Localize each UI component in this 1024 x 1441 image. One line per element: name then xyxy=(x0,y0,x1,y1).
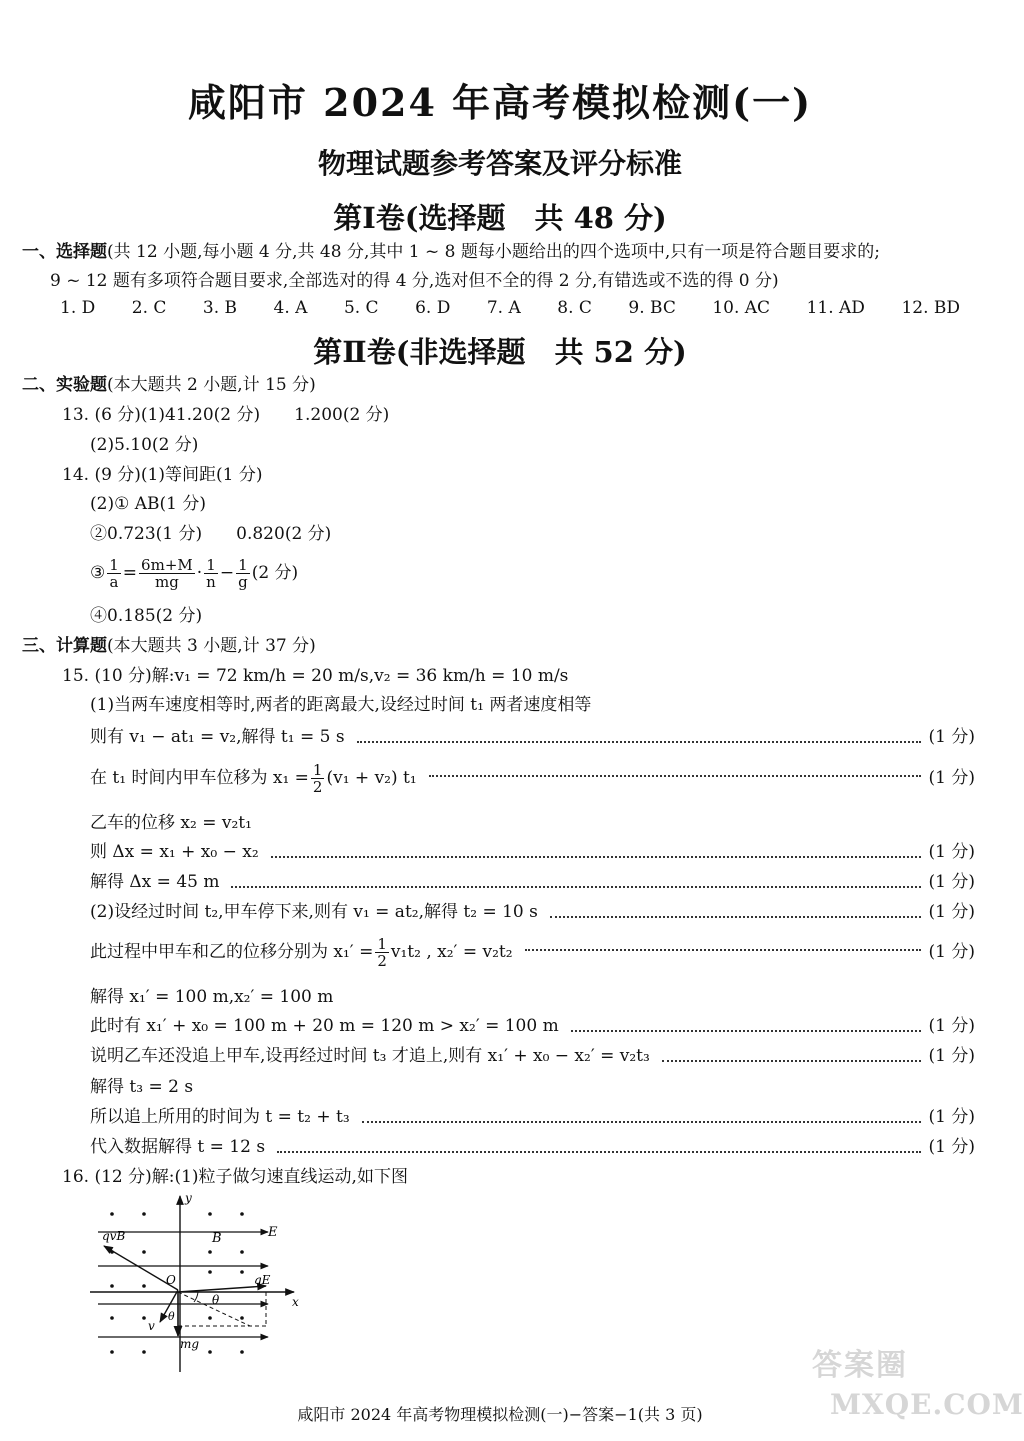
q15-step xyxy=(90,1015,975,1037)
label-qvB: qvB xyxy=(102,1229,126,1243)
experiment-section-note: (本大题共 2 小题,计 15 分) xyxy=(107,375,316,395)
formula-fraction xyxy=(204,557,218,590)
fraction-numerator: 1 xyxy=(377,934,387,953)
step-text: 此时有 x₁′ + x₀ = 100 m + 20 m = 120 m > x₂′ = 100 m xyxy=(90,1016,559,1036)
fraction-numerator: 1 xyxy=(236,557,250,574)
answer-item: 4. A xyxy=(273,298,308,318)
circled-number: ③ xyxy=(90,563,106,583)
formula-fraction xyxy=(107,557,121,590)
calculation-section-title: 三、计算题 xyxy=(22,636,107,656)
label-theta2: θ xyxy=(168,1310,175,1323)
answer-item: 1. D xyxy=(60,298,96,318)
answer-item: 3. B xyxy=(202,298,238,318)
dot-leader xyxy=(271,856,921,858)
dashed-construction xyxy=(178,1292,266,1326)
label-mg: mg xyxy=(180,1337,200,1351)
step-score: (1 分) xyxy=(928,1046,975,1066)
q14-line4-formula xyxy=(90,553,298,593)
page-subtitle: 物理试题参考答案及评分标准 xyxy=(317,147,682,180)
force-diagram xyxy=(90,1192,310,1374)
dot-leader xyxy=(357,741,921,743)
fraction-denominator: 2 xyxy=(377,951,387,970)
q15-step xyxy=(90,694,975,716)
minus-sign: − xyxy=(219,563,235,583)
q15-step xyxy=(90,871,975,893)
fraction-denominator: a xyxy=(109,573,119,591)
choice-instructions-text1: (共 12 小题,每小题 4 分,共 48 分,其中 1 ~ 8 题每小题给出的四个选项中,只有一项是符合题目要求的; xyxy=(107,242,880,262)
answer-item: 9. BC xyxy=(628,298,676,318)
fraction-denominator: mg xyxy=(154,573,179,591)
q15-step xyxy=(90,1045,975,1067)
label-theta1: θ xyxy=(212,1293,220,1307)
q14-line3: ②0.723(1 分) 0.820(2 分) xyxy=(90,524,332,544)
fraction-denominator: 2 xyxy=(312,777,323,796)
choice-instructions-line2: 9 ~ 12 题有多项符合题目要求,全部选对的得 4 分,选对但不全的得 2 分,有错选或不选的得 0 分) xyxy=(50,271,779,291)
q14-line1: 14. (9 分)(1)等间距(1 分) xyxy=(62,465,263,485)
label-x: x xyxy=(292,1295,299,1309)
experiment-section-title: 二、实验题 xyxy=(22,375,107,395)
label-E: E xyxy=(268,1225,278,1240)
q15-step xyxy=(90,1106,975,1128)
q15-step xyxy=(90,1076,975,1098)
step-text-after: (v₁ + v₂) t₁ xyxy=(326,768,417,788)
calculation-section-header xyxy=(22,635,316,657)
watermark-logo-text: 答案圈 xyxy=(812,1348,908,1383)
step-score: (1 分) xyxy=(928,872,975,892)
formula-fraction xyxy=(375,936,389,969)
answer-item: 8. C xyxy=(557,298,592,318)
magnetic-field-dots xyxy=(110,1212,244,1354)
step-score: (1 分) xyxy=(928,842,975,862)
formula-fraction xyxy=(311,762,325,795)
score-label: (2 分) xyxy=(251,563,299,583)
formula-fraction xyxy=(139,557,195,590)
theta-arc xyxy=(194,1292,198,1302)
page-title: 咸阳市 2024 年高考模拟检测(一) xyxy=(187,80,813,125)
step-text: 所以追上所用的时间为 t = t₂ + t₃ xyxy=(90,1107,350,1127)
step-score: (1 分) xyxy=(928,902,975,922)
step-score: (1 分) xyxy=(928,727,975,747)
answer-item: 5. C xyxy=(343,298,379,318)
q15-step xyxy=(90,936,975,968)
step-text: 说明乙车还没追上甲车,设再经过时间 t₃ 才追上,则有 x₁′ + x₀ − x₂′ = v₂t₃ xyxy=(90,1046,650,1066)
part1-heading: 第Ⅰ卷(选择题 共 48 分) xyxy=(333,201,667,235)
step-text: (1)当两车速度相等时,两者的距离最大,设经过时间 t₁ 两者速度相等 xyxy=(90,695,592,715)
calculation-section-note: (本大题共 3 小题,计 37 分) xyxy=(107,636,316,656)
q13-line2: (2)5.10(2 分) xyxy=(90,435,199,455)
label-O: O xyxy=(166,1273,176,1287)
dot-leader xyxy=(550,916,921,918)
step-text: 在 t₁ 时间内甲车位移为 x₁ = xyxy=(90,768,309,788)
q16-header: 16. (12 分)解:(1)粒子做匀速直线运动,如下图 xyxy=(62,1167,408,1187)
step-text: 解得 x₁′ = 100 m,x₂′ = 100 m xyxy=(90,987,334,1007)
step-text: 则有 v₁ − at₁ = v₂,解得 t₁ = 5 s xyxy=(90,727,345,747)
step-text: 解得 t₃ = 2 s xyxy=(90,1077,194,1097)
step-text: 代入数据解得 t = 12 s xyxy=(90,1137,266,1157)
q15-step xyxy=(90,1136,975,1158)
equals-sign: = xyxy=(122,563,138,583)
electric-force-arrow xyxy=(178,1286,266,1292)
q14-line2: (2)① AB(1 分) xyxy=(90,494,206,514)
fraction-denominator: g xyxy=(238,573,248,591)
answer-item: 10. AC xyxy=(712,298,771,318)
fraction-denominator: n xyxy=(206,573,216,591)
label-v: v xyxy=(148,1319,155,1333)
q15-step xyxy=(90,726,975,748)
answer-item: 11. AD xyxy=(806,298,865,318)
page-footer: 咸阳市 2024 年高考物理模拟检测(一)−答案−1(共 3 页) xyxy=(297,1405,703,1424)
formula-fraction xyxy=(236,557,250,590)
dot-leader xyxy=(525,949,921,951)
choice-instructions-line1 xyxy=(22,241,880,263)
q15-step xyxy=(90,841,975,863)
step-score: (1 分) xyxy=(928,1107,975,1127)
dot-leader xyxy=(231,886,920,888)
label-B: B xyxy=(212,1231,222,1246)
q15-step xyxy=(90,812,975,834)
step-text: 解得 Δx = 45 m xyxy=(90,872,220,892)
step-text: 乙车的位移 x₂ = v₂t₁ xyxy=(90,813,252,833)
fraction-numerator: 1 xyxy=(109,556,119,574)
label-qE: qE xyxy=(254,1273,271,1287)
step-score: (1 分) xyxy=(928,1137,975,1157)
answer-item: 2. C xyxy=(131,298,167,318)
multiply-dot: · xyxy=(196,563,203,583)
step-score: (1 分) xyxy=(928,768,975,788)
q14-line5: ④0.185(2 分) xyxy=(90,606,203,626)
fraction-numerator: 1 xyxy=(204,557,218,574)
dot-leader xyxy=(362,1121,921,1123)
step-text: 此过程中甲车和乙的位移分别为 x₁′ = xyxy=(90,942,374,962)
choice-section-title: 一、选择题 xyxy=(22,242,107,262)
dot-leader xyxy=(277,1151,920,1153)
q15-step xyxy=(90,901,975,923)
answer-item: 7. A xyxy=(486,298,521,318)
answer-item: 6. D xyxy=(415,298,451,318)
choice-answers-row xyxy=(60,298,960,318)
step-text: 则 Δx = x₁ + x₀ − x₂ xyxy=(90,842,259,862)
fraction-numerator: 1 xyxy=(312,760,323,779)
q13-line1: 13. (6 分)(1)41.20(2 分) 1.200(2 分) xyxy=(62,405,390,425)
step-text-after: v₁t₂ , x₂′ = v₂t₂ xyxy=(390,942,513,962)
q15-step xyxy=(90,762,975,794)
part2-heading: 第Ⅱ卷(非选择题 共 52 分) xyxy=(313,335,687,369)
fraction-numerator: 6m+M xyxy=(141,556,193,574)
step-score: (1 分) xyxy=(928,1016,975,1036)
step-score: (1 分) xyxy=(928,942,975,962)
answer-item: 12. BD xyxy=(901,298,960,318)
dot-leader xyxy=(429,775,921,777)
experiment-section-header xyxy=(22,374,316,396)
q15-header: 15. (10 分)解:v₁ = 72 km/h = 20 m/s,v₂ = 36 km/h = 10 m/s xyxy=(62,666,569,686)
q15-step xyxy=(90,986,975,1008)
step-text: (2)设经过时间 t₂,甲车停下来,则有 v₁ = at₂,解得 t₂ = 10 s xyxy=(90,902,538,922)
dot-leader xyxy=(571,1030,921,1032)
label-y: y xyxy=(185,1191,192,1205)
watermark-url: MXQE.COM xyxy=(830,1388,1024,1421)
dot-leader xyxy=(662,1060,921,1062)
electric-field-lines xyxy=(98,1232,268,1337)
